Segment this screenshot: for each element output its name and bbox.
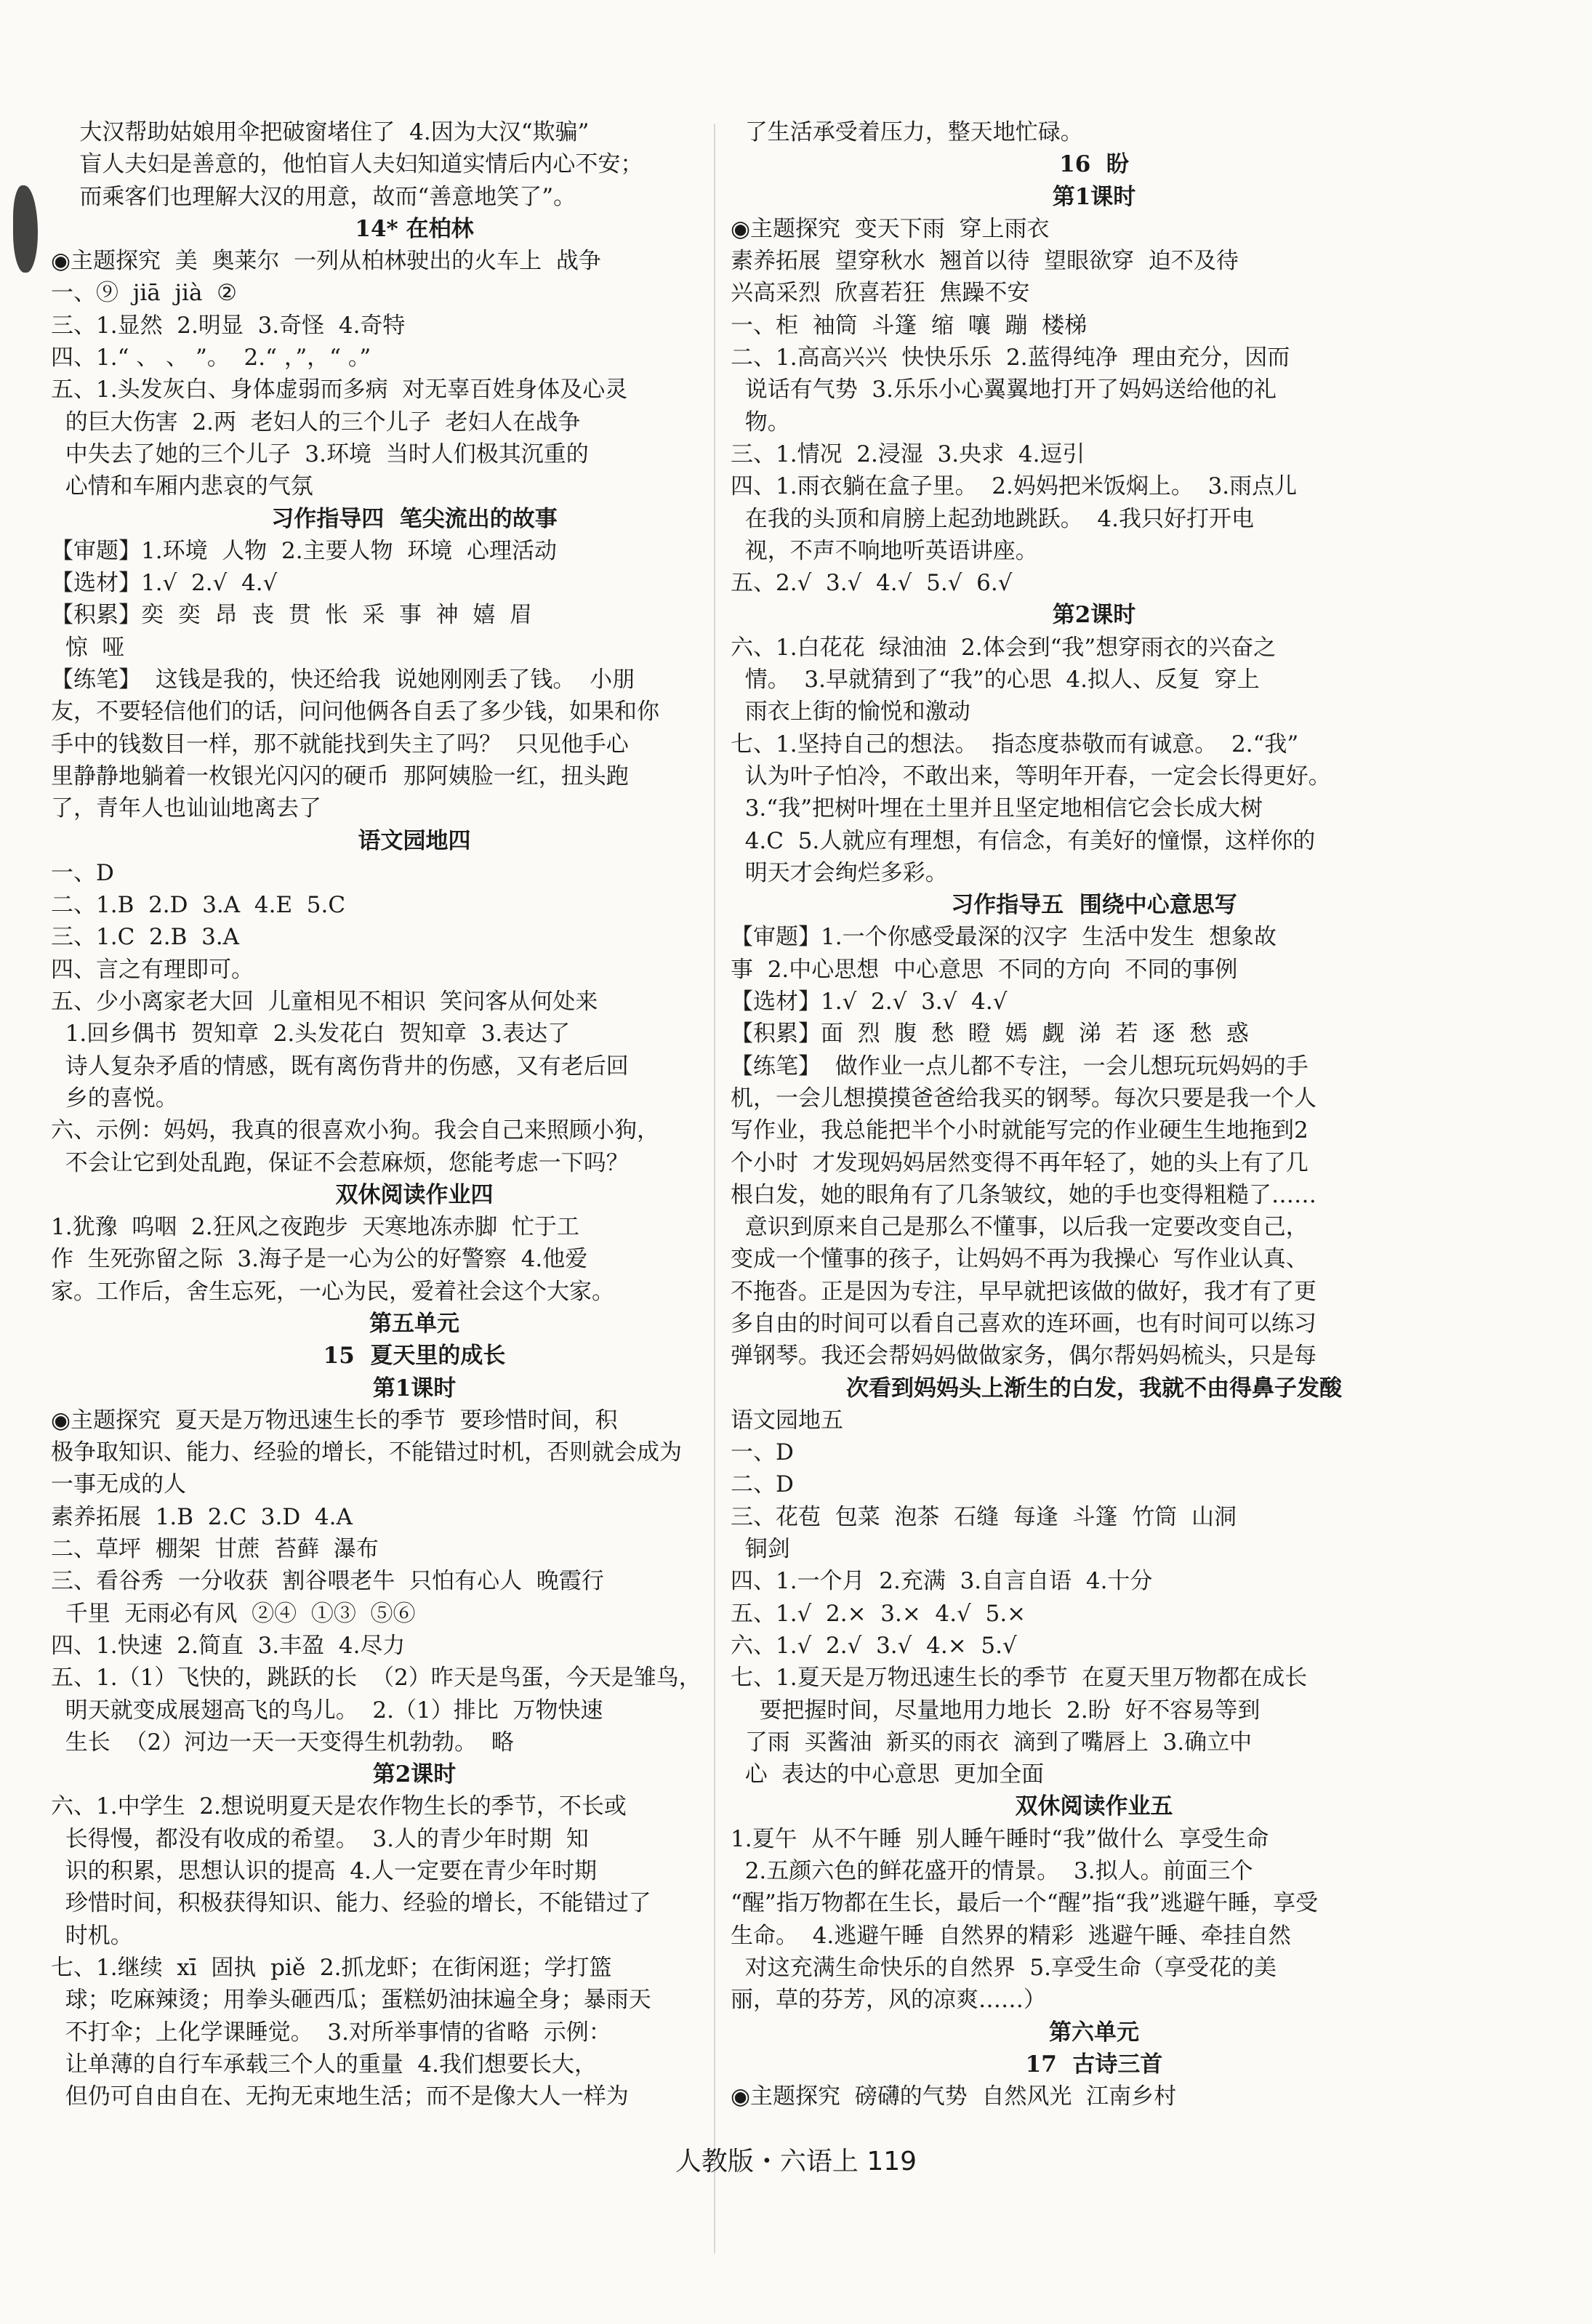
text-line: 1.回乡偶书 贺知章 2.头发花白 贺知章 3.表达了 xyxy=(51,1021,571,1048)
text-line: 四、1.雨衣躺在盒子里。 2.妈妈把米饭焖上。 3.雨点儿 xyxy=(731,473,1298,500)
right-column xyxy=(731,116,1458,2112)
text-line: 作 生死弥留之际 3.海子是一心为公的好警察 4.他爱 xyxy=(51,1246,588,1273)
text-line: 丽，草的芬芳，风的凉爽……） xyxy=(731,1987,1046,2014)
text-line: 五、少小离家老大回 儿童相见不相识 笑问客从何处来 xyxy=(51,989,598,1016)
text-line: 但仍可自由自在、无拘无束地生活；而不是像大人一样为 xyxy=(51,2083,629,2110)
text-line: 素养拓展 望穿秋水 翘首以待 望眼欲穿 迫不及待 xyxy=(731,248,1239,275)
text-line: 一、D xyxy=(51,859,114,886)
text-line: 七、1.坚持自己的想法。 指态度恭敬而有诚意。 2.“我” xyxy=(731,731,1299,757)
text-line: 时机。 xyxy=(51,1922,133,1949)
left-column xyxy=(51,116,778,2112)
section-heading: 第2课时 xyxy=(1052,602,1136,629)
text-line: 心 表达的中心意思 更加全面 xyxy=(731,1761,1045,1788)
text-line: 个小时 才发现妈妈居然变得不再年轻了，她的头上有了几 xyxy=(731,1149,1308,1176)
text-line: 千里 无雨必有风 ②④ ①③ ⑤⑥ xyxy=(51,1600,416,1627)
text-line: 七、1.夏天是万物迅速生长的季节 在夏天里万物都在成长 xyxy=(731,1665,1308,1692)
text-line: 说话有气势 3.乐乐小心翼翼地打开了妈妈送给他的礼 xyxy=(731,377,1277,403)
text-line: 六、1.白花花 绿油油 2.体会到“我”想穿雨衣的兴奋之 xyxy=(731,634,1277,661)
text-line: 4.C 5.人就应有理想，有信念，有美好的憧憬，这样你的 xyxy=(731,827,1316,854)
text-line: 【练笔】 这钱是我的，快还给我 说她刚刚丢了钱。 小朋 xyxy=(51,667,635,693)
text-line: 【练笔】 做作业一点儿都不专注，一会儿想玩玩妈妈的手 xyxy=(731,1053,1308,1079)
ink-stain xyxy=(13,185,38,273)
text-line: 铜剑 xyxy=(731,1536,790,1563)
text-line: 七、1.继续 xī 固执 piě 2.抓龙虾；在街闲逛；学打篮 xyxy=(51,1954,612,1981)
text-line: 【积累】奕 奕 昂 丧 贯 怅 采 事 神 嬉 眉 xyxy=(51,602,533,629)
text-line: ◉主题探究 变天下雨 穿上雨衣 xyxy=(731,215,1050,242)
text-line: 里静静地躺着一枚银光闪闪的硬币 那阿姨脸一红，扭头跑 xyxy=(51,763,629,789)
text-line: 了雨 买酱油 新买的雨衣 滴到了嘴唇上 3.确立中 xyxy=(731,1729,1253,1756)
text-line: 球；吃麻辣烫；用拳头砸西瓜；蛋糕奶油抹遍全身；暴雨天 xyxy=(51,1987,651,2014)
section-heading: 第2课时 xyxy=(372,1761,457,1788)
text-line: 要把握时间，尽量地用力地长 2.盼 好不容易等到 xyxy=(731,1697,1261,1724)
text-line: 【审题】1.一个你感受最深的汉字 生活中发生 想象故 xyxy=(731,924,1277,951)
text-line: 心情和车厢内悲哀的气氛 xyxy=(51,473,313,500)
text-line: 素养拓展 1.B 2.C 3.D 4.A xyxy=(51,1503,353,1530)
text-line: 机，一会儿想摸摸爸爸给我买的钢琴。每次只要是我一个人 xyxy=(731,1085,1316,1111)
text-line: 了生活承受着压力，整天地忙碌。 xyxy=(731,119,1083,145)
text-line: 长得慢，都没有收成的希望。 3.人的青少年时期 知 xyxy=(51,1825,589,1852)
text-line: ◉主题探究 夏天是万物迅速生长的季节 要珍惜时间，积 xyxy=(51,1407,618,1434)
text-line: 乡的喜悦。 xyxy=(51,1085,178,1111)
text-line: 【选材】1.√ 2.√ 4.√ xyxy=(51,570,278,597)
text-line: 兴高采烈 欣喜若狂 焦躁不安 xyxy=(731,280,1030,307)
text-line: 友，不要轻信他们的话，问问他俩各自丢了多少钱，如果和你 xyxy=(51,699,659,725)
text-line: 情。 3.早就猜到了“我”的心思 4.拟人、反复 穿上 xyxy=(731,667,1260,693)
text-line: 不拖沓。正是因为专注，早早就把该做的做好，我才有了更 xyxy=(731,1278,1316,1305)
text-line: 五、1.头发灰白、身体虚弱而多病 对无辜百姓身体及心灵 xyxy=(51,377,628,403)
section-heading: 16 盼 xyxy=(1059,151,1129,178)
text-line: 二、D xyxy=(731,1471,794,1498)
text-line: 三、1.C 2.B 3.A xyxy=(51,924,240,951)
section-heading: 14* 在柏林 xyxy=(355,215,474,242)
text-line: 三、1.情况 2.浸湿 3.央求 4.逗引 xyxy=(731,441,1085,467)
text-line: 二、1.高高兴兴 快快乐乐 2.蓝得纯净 理由充分，因而 xyxy=(731,345,1290,371)
text-line: 一、D xyxy=(731,1439,794,1466)
section-heading: 15 夏天里的成长 xyxy=(323,1343,506,1370)
text-line: 认为叶子怕冷，不敢出来，等明年开春，一定会长得更好。 xyxy=(731,763,1331,789)
text-line: 【审题】1.环境 人物 2.主要人物 环境 心理活动 xyxy=(51,537,557,564)
text-line: 3.“我”把树叶埋在土里并且坚定地相信它会长成大树 xyxy=(731,795,1263,822)
text-line: 家。工作后，舍生忘死，一心为民，爱着社会这个大家。 xyxy=(51,1278,614,1305)
text-line: 明天就变成展翅高飞的鸟儿。 2.（1）排比 万物快速 xyxy=(51,1697,603,1724)
text-line: 盲人夫妇是善意的，他怕盲人夫妇知道实情后内心不安； xyxy=(51,151,643,178)
text-line: “醒”指万物都在生长，最后一个“醒”指“我”逃避午睡，享受 xyxy=(731,1890,1319,1917)
text-line: 弹钢琴。我还会帮妈妈做做家务，偶尔帮妈妈梳头，只是每 xyxy=(731,1343,1316,1370)
text-line: ◉主题探究 美 奥莱尔 一列从柏林驶出的火车上 战争 xyxy=(51,248,601,275)
text-line: 1.夏午 从不午睡 别人睡午睡时“我”做什么 享受生命 xyxy=(731,1825,1269,1852)
text-line: 【积累】面 烈 腹 愁 瞪 嫣 觑 涕 若 逐 愁 惑 xyxy=(731,1021,1249,1048)
text-line: 一、⑨ jiā jià ② xyxy=(51,280,237,307)
text-line: 多自由的时间可以看自己喜欢的连环画，也有时间可以练习 xyxy=(731,1310,1316,1337)
text-line: 三、花苞 包菜 泡茶 石缝 每逢 斗篷 竹筒 山洞 xyxy=(731,1503,1237,1530)
section-heading: 语文园地四 xyxy=(358,827,471,854)
page-footer: 人教版・六语上 119 xyxy=(675,2147,917,2176)
section-heading: 习作指导四 笔尖流出的故事 xyxy=(271,505,558,532)
text-line: 四、言之有理即可。 xyxy=(51,956,254,983)
text-line: 让单薄的自行车承载三个人的重量 4.我们想要长大， xyxy=(51,2051,597,2078)
section-heading: 第1课时 xyxy=(1052,183,1136,210)
text-line: 生命。 4.逃避午睡 自然界的精彩 逃避午睡、牵挂自然 xyxy=(731,1922,1291,1949)
text-line: 惊 哑 xyxy=(51,634,125,661)
text-line: ◉主题探究 磅礴的气势 自然风光 江南乡村 xyxy=(731,2083,1177,2110)
text-line: 一、柜 袖筒 斗篷 缩 嚷 蹦 楼梯 xyxy=(731,312,1088,339)
text-line: 了，青年人也讪讪地离去了 xyxy=(51,795,321,822)
text-line: 三、1.显然 2.明显 3.奇怪 4.奇特 xyxy=(51,312,406,339)
section-heading: 次看到妈妈头上渐生的白发，我就不由得鼻子发酸 xyxy=(846,1375,1342,1402)
text-line: 识的积累，思想认识的提高 4.人一定要在青少年时期 xyxy=(51,1858,597,1885)
text-line: 明天才会绚烂多彩。 xyxy=(731,859,948,886)
text-line: 六、1.中学生 2.想说明夏天是农作物生长的季节，不长或 xyxy=(51,1793,627,1820)
text-line: 2.五颜六色的鲜花盛开的情景。 3.拟人。前面三个 xyxy=(731,1858,1253,1885)
text-line: 二、草坪 棚架 甘蔗 苔藓 瀑布 xyxy=(51,1536,379,1563)
section-heading: 第1课时 xyxy=(372,1375,457,1402)
text-line: 写作业，我总能把半个小时就能写完的作业硬生生地拖到2 xyxy=(731,1117,1308,1144)
text-line: 五、2.√ 3.√ 4.√ 5.√ 6.√ xyxy=(731,570,1013,597)
text-line: 【选材】1.√ 2.√ 3.√ 4.√ xyxy=(731,989,1008,1016)
text-line: 五、1.√ 2.× 3.× 4.√ 5.× xyxy=(731,1600,1026,1627)
text-line: 事 2.中心思想 中心意思 不同的方向 不同的事例 xyxy=(731,956,1238,983)
text-line: 语文园地五 xyxy=(731,1407,843,1434)
text-line: 大汉帮助姑娘用伞把破窗堵住了 4.因为大汉“欺骗” xyxy=(51,119,590,145)
section-heading: 第五单元 xyxy=(369,1310,459,1337)
text-line: 雨衣上街的愉悦和激动 xyxy=(731,699,970,725)
text-line: 视，不声不响地听英语讲座。 xyxy=(731,537,1038,564)
text-line: 的巨大伤害 2.两 老妇人的三个儿子 老妇人在战争 xyxy=(51,409,581,435)
text-line: 三、看谷秀 一分收获 割谷喂老牛 只怕有心人 晚霞行 xyxy=(51,1568,604,1595)
text-line: 意识到原来自己是那么不懂事，以后我一定要改变自己， xyxy=(731,1214,1308,1241)
text-line: 变成一个懂事的孩子，让妈妈不再为我操心 写作业认真、 xyxy=(731,1246,1308,1273)
text-line: 诗人复杂矛盾的情感，既有离伤背井的伤感，又有老后回 xyxy=(51,1053,629,1079)
section-heading: 17 古诗三首 xyxy=(1025,2051,1163,2078)
text-line: 五、1.（1）飞快的，跳跃的长 （2）昨天是鸟蛋，今天是雏鸟， xyxy=(51,1665,701,1692)
section-heading: 第六单元 xyxy=(1049,2019,1139,2046)
text-line: 六、1.√ 2.√ 3.√ 4.× 5.√ xyxy=(731,1632,1017,1659)
text-line: 二、1.B 2.D 3.A 4.E 5.C xyxy=(51,892,346,919)
text-line: 在我的头顶和肩膀上起劲地跳跃。 4.我只好打开电 xyxy=(731,505,1254,532)
text-line: 极争取知识、能力、经验的增长，不能错过时机，否则就会成为 xyxy=(51,1439,682,1466)
text-line: 物。 xyxy=(731,409,790,435)
section-heading: 习作指导五 围绕中心意思写 xyxy=(951,892,1237,919)
section-heading: 双休阅读作业四 xyxy=(335,1181,494,1208)
text-line: 不会让它到处乱跑，保证不会惹麻烦，您能考虑一下吗？ xyxy=(51,1149,629,1176)
text-line: 而乘客们也理解大汉的用意，故而“善意地笑了”。 xyxy=(51,183,576,210)
section-heading: 双休阅读作业五 xyxy=(1015,1793,1173,1820)
text-line: 根白发，她的眼角有了几条皱纹，她的手也变得粗糙了…… xyxy=(731,1181,1316,1208)
text-line: 六、示例：妈妈，我真的很喜欢小狗。我会自己来照顾小狗， xyxy=(51,1117,659,1144)
text-line: 四、1.快速 2.简直 3.丰盈 4.尽力 xyxy=(51,1632,406,1659)
text-line: 不打伞；上化学课睡觉。 3.对所举事情的省略 示例： xyxy=(51,2019,611,2046)
text-line: 一事无成的人 xyxy=(51,1471,186,1498)
text-line: 生长 （2）河边一天一天变得生机勃勃。 略 xyxy=(51,1729,514,1756)
text-line: 对这充满生命快乐的自然界 5.享受生命（享受花的美 xyxy=(731,1954,1277,1981)
text-line: 四、1.一个月 2.充满 3.自言自语 4.十分 xyxy=(731,1568,1153,1595)
text-line: 手中的钱数目一样，那不就能找到失主了吗？ 只见他手心 xyxy=(51,731,629,757)
text-line: 四、1.“ 、 、 ”。 2.“ ，”，“ 。” xyxy=(51,345,371,371)
text-line: 中失去了她的三个儿子 3.环境 当时人们极其沉重的 xyxy=(51,441,589,467)
text-line: 1.犹豫 呜咽 2.狂风之夜跑步 天寒地冻赤脚 忙于工 xyxy=(51,1214,579,1241)
text-line: 珍惜时间，积极获得知识、能力、经验的增长，不能错过了 xyxy=(51,1890,651,1917)
